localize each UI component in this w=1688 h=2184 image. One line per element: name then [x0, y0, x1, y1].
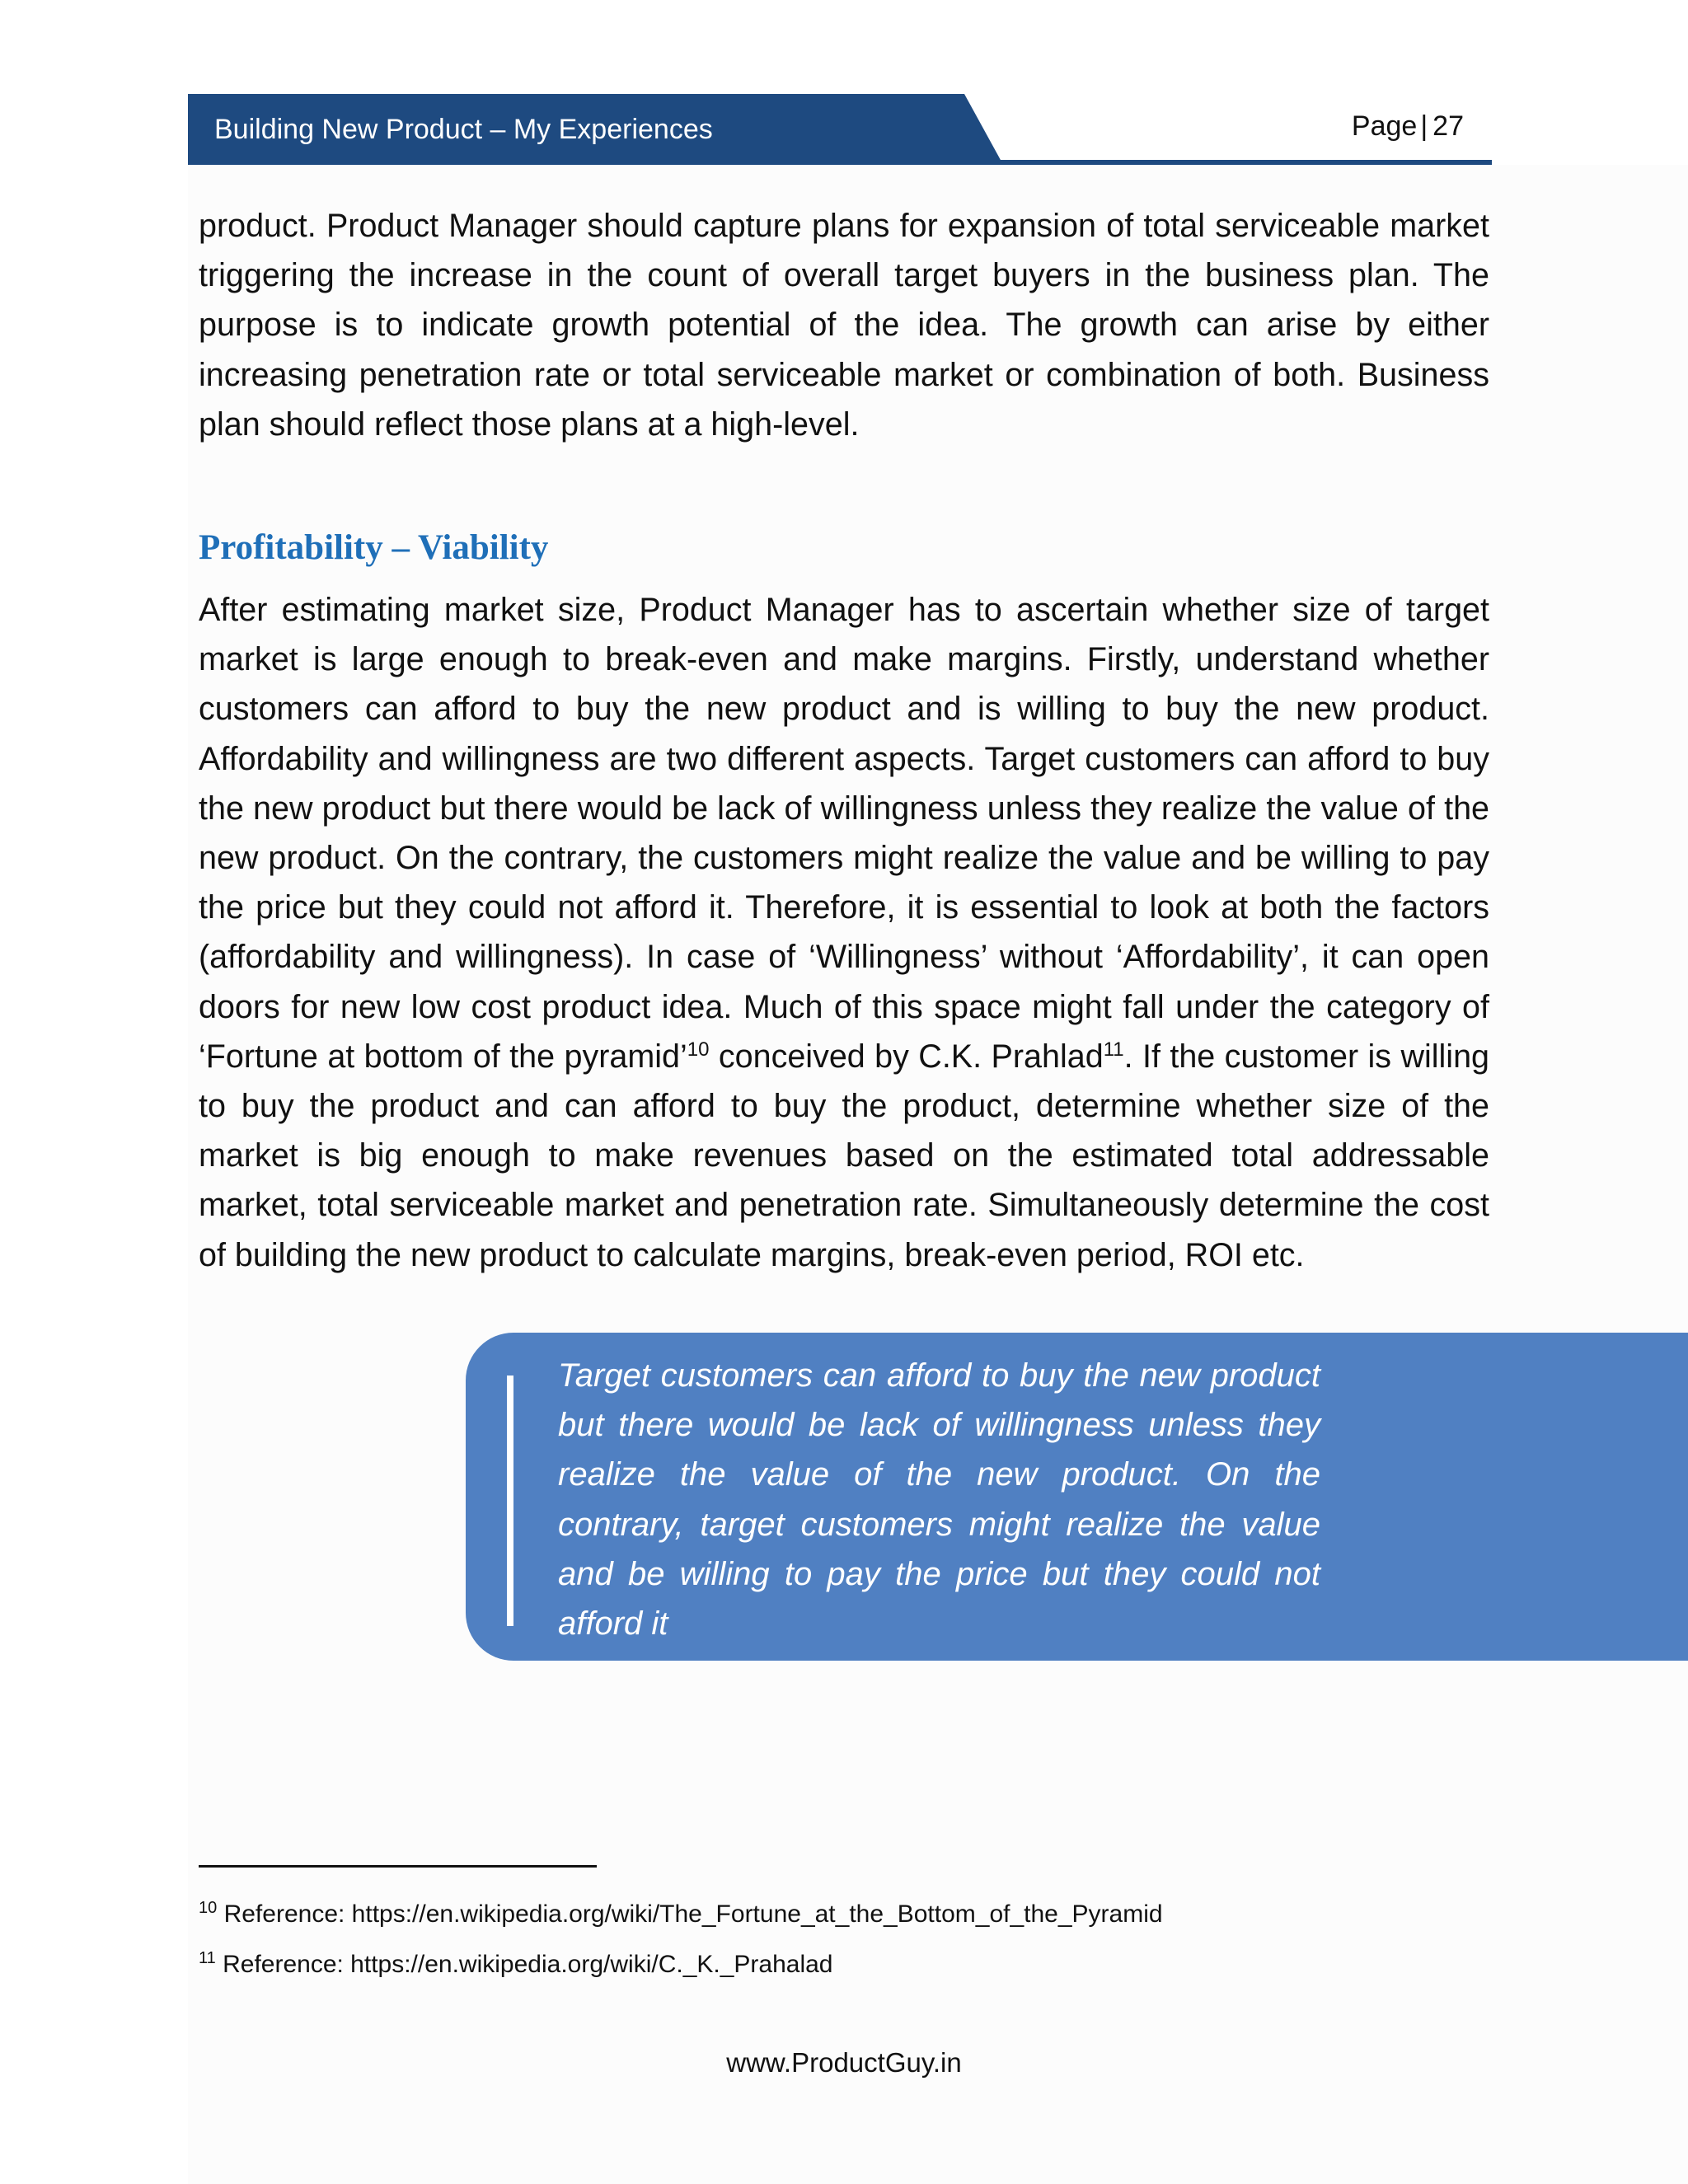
- footnote-text[interactable]: Reference: https://en.wikipedia.org/wiki/The_Fortune_at_the_Bottom_of_the_Pyramid: [217, 1900, 1163, 1928]
- section-text-part1: After estimating market size, Product Manager has to ascertain whether size of target market is large enough to break-even and make margins. Firstly, understand whether customers can afford to buy the new product and is willing to buy the new product. Affordability and willingness are two different aspects. Target customers can afford to buy the new product but there would be lack of willingness unless they realize the value of the new product. On the contrary, the customers might realize the value and be willing to pay the price but they could not afford it. Therefore, it is essential to look at both the factors (affordability and willingness). In case of ‘Willingness’ without ‘Affordability’, it can open doors for new low cost product idea. Much of this space might fall under the category of ‘Fortune at bottom of the pyramid’: [199, 592, 1489, 1075]
- footnote-number: 10: [199, 1899, 218, 1917]
- callout-text: Target customers can afford to buy the new product but there would be lack of willingness unless they realize the value of the new product. On the contrary, target customers might realize the value and be willing to pay the price but they could not afford it: [558, 1357, 1320, 1643]
- intro-paragraph: product. Product Manager should capture plans for expansion of total serviceable market triggering the increase in the count of overall target buyers in the business plan. The purpose is to indicate growth potential of the idea. The growth can arise by either increasing penetration rate or total serviceable market or combination of both. Business plan should reflect those plans at a high-level.: [199, 208, 1489, 443]
- footnote-divider: [199, 1865, 597, 1868]
- section-text-part3: . If the customer is willing to buy the product and can afford to buy the product, determine whether size of the market is big enough to make revenues based on the estimated total addressable market, total serviceable market and penetration rate. Simultaneously determine the cost of building the new product to calculate margins, break-even period, ROI etc.: [199, 1038, 1490, 1273]
- page-number-value: 27: [1432, 110, 1464, 142]
- callout-accent-bar: [507, 1376, 513, 1626]
- page-label: Page: [1351, 110, 1418, 142]
- footnote-text[interactable]: Reference: https://en.wikipedia.org/wiki/C._K._Prahalad: [215, 1951, 833, 1978]
- footnote-ref-10[interactable]: 10: [687, 1038, 710, 1061]
- page-separator: |: [1420, 110, 1428, 142]
- section-heading: Profitability – Viability: [199, 528, 549, 567]
- pull-quote-callout: [466, 1333, 1688, 1661]
- footnote-ref-11[interactable]: 11: [1103, 1038, 1124, 1061]
- footnote-10: [199, 1900, 1163, 1929]
- intro-section: [199, 201, 1489, 449]
- footnote-number: 11: [199, 1949, 216, 1967]
- page-header: [188, 94, 1492, 166]
- section-paragraph: [199, 585, 1489, 1280]
- section-text-part2: conceived by C.K. Prahlad: [709, 1038, 1104, 1075]
- footnote-11: [199, 1951, 833, 1979]
- document-title: Building New Product – My Experiences: [214, 114, 713, 145]
- section-body: [199, 585, 1489, 1280]
- footer-website[interactable]: www.ProductGuy.in: [726, 2047, 962, 2078]
- page-number: [1352, 110, 1464, 143]
